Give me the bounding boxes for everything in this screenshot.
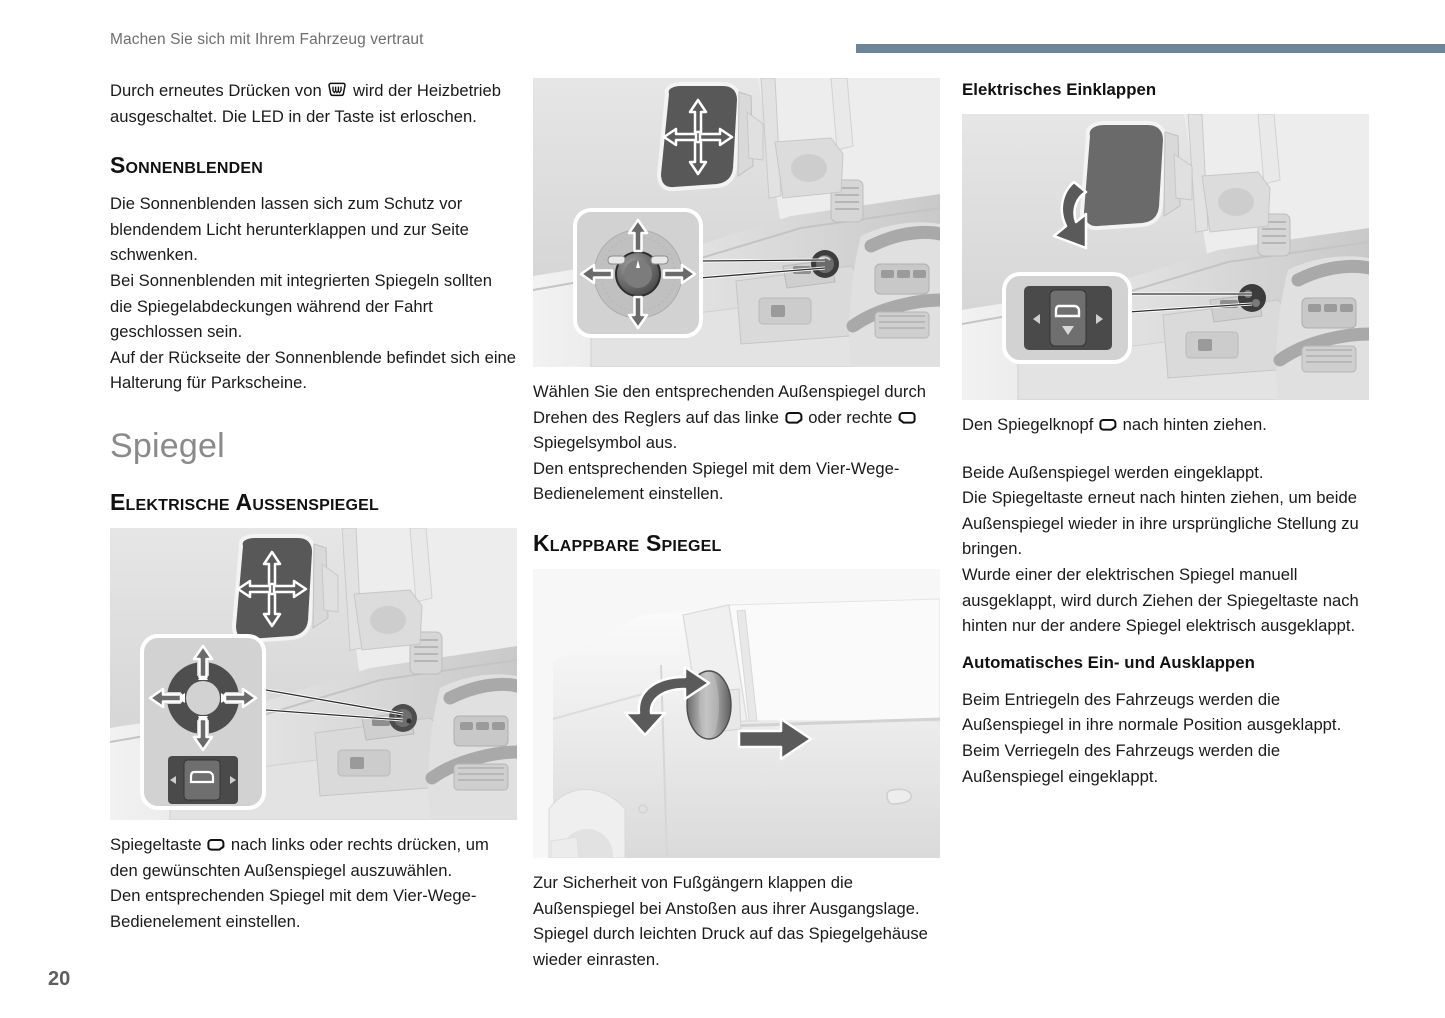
illustration-electric-folding (962, 114, 1369, 400)
intro-paragraph (110, 78, 517, 129)
figure-folding-mirror-exterior (533, 569, 940, 858)
select-text-2: oder rechte (803, 407, 898, 427)
caption-mirror-select (110, 832, 517, 883)
illustration-interior-mirror-controls (110, 528, 517, 820)
caption-text-after: nach links oder rechts drücken, um den gewünschten Außenspiegel auszuwählen. (110, 834, 489, 880)
rotary-selector-callout (575, 210, 701, 336)
column-middle (533, 78, 940, 972)
heading-klappbare-spiegel: Klappbare Spiegel (533, 529, 722, 556)
left-mirror-icon (784, 411, 804, 425)
spacer (110, 129, 517, 151)
pull-text-after: nach hinten ziehen. (1117, 415, 1267, 434)
heading-elektrisches-einklappen: Elektrisches Einklappen (962, 80, 1157, 99)
running-head: Machen Sie sich mit Ihrem Fahrzeug vertraut (110, 31, 424, 48)
illustration-rotary-selector (533, 78, 940, 367)
select-text-1: Wählen Sie den entsprechenden Außenspiegel durch Drehen des Reglers auf das linke (533, 382, 927, 427)
spacer (110, 466, 517, 488)
paragraph-pull-again: Die Spiegeltaste erneut nach hinten ziehen, um beide Außenspiegel wieder in ihre ursprüngliche Stellung zu bringen. (962, 488, 1359, 559)
spacer (110, 179, 517, 191)
paragraph-manual-unfold: Wurde einer der elektrischen Spiegel manuell ausgeklappt, wird durch Ziehen der Spiegeltaste nach hinten nur der andere Spiegel elektrisch ausgeklappt. (962, 564, 1359, 636)
spacer (533, 507, 940, 529)
intro-text-after: wird der Heizbetrieb ausgeschaltet. Die LED in der Taste ist erloschen. (110, 81, 501, 126)
left-mirror-icon (206, 838, 226, 852)
caption-text-before: Spiegeltaste (110, 834, 207, 854)
figure-electric-mirror-controls (110, 528, 517, 820)
figure-mirror-rotary-selector (533, 78, 940, 367)
spacer (533, 557, 940, 569)
column-left (110, 78, 517, 934)
spacer (962, 102, 1369, 114)
paragraph-auto-fold: Beim Entriegeln des Fahrzeugs werden die Außenspiegel in ihre normale Position ausgeklappt. Beim Verriegeln des Fahrzeugs werden die Außenspiegel eingeklappt. (962, 689, 1342, 786)
figure-electric-folding-mirror (962, 114, 1369, 400)
pull-text-before: Den Spiegelknopf (962, 415, 1098, 434)
sonnenblenden-paragraph-1: Die Sonnenblenden lassen sich zum Schutz vor blendendem Licht herunterklappen und zur Seite schwenken. (110, 194, 469, 265)
page-number: 20 (48, 968, 71, 990)
chapter-title-spiegel: Spiegel (110, 426, 225, 465)
illustration-folding-mirror (533, 569, 940, 858)
four-way-control-callout (142, 636, 264, 808)
spacer (533, 367, 940, 379)
left-mirror-icon (1098, 418, 1118, 432)
sonnenblenden-paragraph-2: Bei Sonnenblenden mit integrierten Spiegeln sollten die Spiegelabdeckungen während der Fahrt geschlossen sein. (110, 270, 493, 342)
rotary-knob-location (811, 250, 839, 278)
mirror-knob-location (1238, 284, 1266, 312)
spacer (962, 438, 1369, 460)
caption-mirror-adjust: Den entsprechenden Spiegel mit dem Vier-Wege-Bedienelement einstellen. (110, 886, 477, 931)
spacer (110, 396, 517, 426)
heading-elektrische-aussenspiegel: Elektrische Außenspiegel (110, 488, 379, 515)
right-mirror-icon (897, 411, 917, 425)
heading-sonnenblenden: Sonnenblenden (110, 152, 264, 179)
spacer (962, 639, 1369, 651)
spacer (533, 858, 940, 870)
intro-text-before: Durch erneutes Drücken von (110, 81, 327, 100)
paragraph-select-mirror (533, 379, 940, 456)
column-right (962, 78, 1369, 789)
paragraph-pedestrian-safety: Zur Sicherheit von Fußgängern klappen die Außenspiegel bei Anstoßen aus ihrer Ausgangslage. Spiegel durch leichten Druck auf das Spiegelgehäuse wieder einrasten. (533, 872, 928, 969)
header-rule (856, 44, 1445, 53)
caption-pull-mirror-knob (962, 412, 1369, 438)
spacer (962, 400, 1369, 412)
spacer (110, 820, 517, 832)
heading-automatisches-ein-und-ausklappen: Automatisches Ein- und Ausklappen (962, 652, 1255, 672)
spacer (962, 675, 1369, 687)
heated-windscreen-icon (326, 82, 348, 98)
paragraph-both-mirrors-folded: Beide Außenspiegel werden eingeklappt. (962, 462, 1264, 482)
sonnenblenden-paragraph-3: Auf der Rückseite der Sonnenblende befindet sich eine Halterung für Parkscheine. (110, 347, 517, 393)
mirror-fold-button-callout (1004, 274, 1130, 362)
spacer (110, 516, 517, 528)
paragraph-adjust-mirror: Den entsprechenden Spiegel mit dem Vier-Wege-Bedienelement einstellen. (533, 458, 900, 504)
select-text-3: Spiegelsymbol aus. (533, 433, 678, 453)
